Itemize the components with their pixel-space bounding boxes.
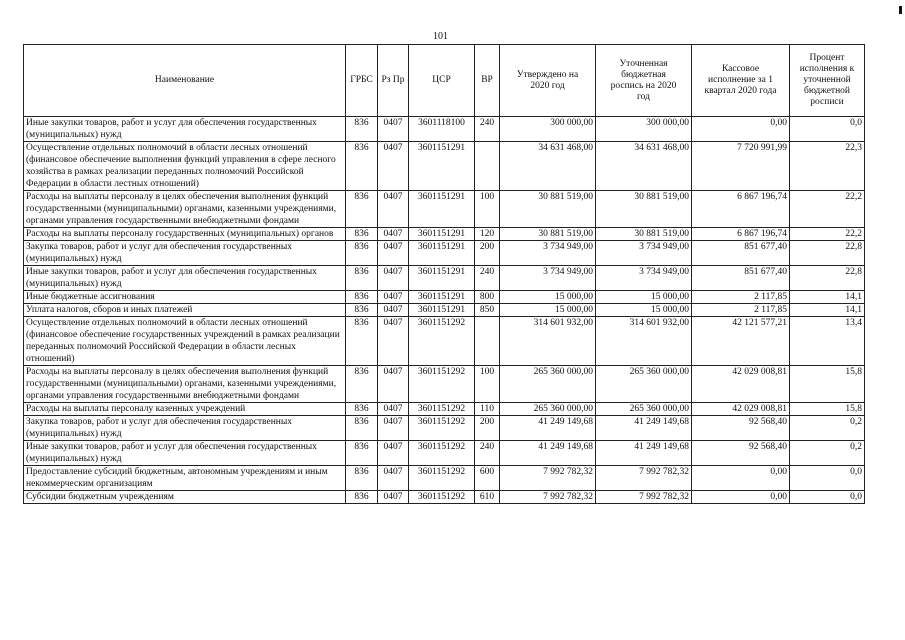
cell-percent: 15,8 bbox=[790, 366, 865, 403]
table-row bbox=[24, 466, 865, 491]
cell-cash: 7 720 991,99 bbox=[692, 142, 790, 191]
cell-rzpr: 0407 bbox=[378, 291, 409, 304]
cell-approved: 265 360 000,00 bbox=[500, 403, 596, 416]
cell-percent: 0,2 bbox=[790, 416, 865, 441]
table-row bbox=[24, 241, 865, 266]
table-row bbox=[24, 304, 865, 317]
cell-grbs: 836 bbox=[346, 441, 378, 466]
cell-name: Иные закупки товаров, работ и услуг для обеспечения государственных (муниципальных) нужд bbox=[24, 441, 346, 466]
table-row bbox=[24, 117, 865, 142]
cell-cash: 2 117,85 bbox=[692, 304, 790, 317]
cell-refined: 7 992 782,32 bbox=[596, 466, 692, 491]
cell-csr: 3601151291 bbox=[409, 142, 475, 191]
cell-vr: 100 bbox=[475, 191, 500, 228]
cell-percent: 22,3 bbox=[790, 142, 865, 191]
cell-percent: 22,2 bbox=[790, 191, 865, 228]
header-cash: Кассовое исполнение за 1 квартал 2020 года bbox=[692, 45, 790, 117]
cell-name: Иные закупки товаров, работ и услуг для обеспечения государственных (муниципальных) нужд bbox=[24, 117, 346, 142]
cell-refined: 300 000,00 bbox=[596, 117, 692, 142]
cell-grbs: 836 bbox=[346, 491, 378, 504]
cell-approved: 34 631 468,00 bbox=[500, 142, 596, 191]
cell-grbs: 836 bbox=[346, 317, 378, 366]
cell-csr: 3601151291 bbox=[409, 241, 475, 266]
table-row bbox=[24, 317, 865, 366]
cell-name: Закупка товаров, работ и услуг для обеспечения государственных (муниципальных) нужд bbox=[24, 416, 346, 441]
cell-csr: 3601151292 bbox=[409, 491, 475, 504]
cell-cash: 0,00 bbox=[692, 466, 790, 491]
cell-rzpr: 0407 bbox=[378, 191, 409, 228]
cell-approved: 3 734 949,00 bbox=[500, 266, 596, 291]
cell-percent: 15,8 bbox=[790, 403, 865, 416]
cell-cash: 42 121 577,21 bbox=[692, 317, 790, 366]
cell-approved: 7 992 782,32 bbox=[500, 466, 596, 491]
cell-name: Осуществление отдельных полномочий в области лесных отношений (финансовое обеспечение выполнения функций управления в сфере лесного хозяйства в рамках реализации переданных полномочий Российской Федерации в области лестных отношений) bbox=[24, 142, 346, 191]
table-row bbox=[24, 366, 865, 403]
cell-grbs: 836 bbox=[346, 466, 378, 491]
cell-grbs: 836 bbox=[346, 117, 378, 142]
cell-rzpr: 0407 bbox=[378, 142, 409, 191]
cell-approved: 41 249 149,68 bbox=[500, 416, 596, 441]
cell-csr: 3601151292 bbox=[409, 416, 475, 441]
cell-cash: 42 029 008,81 bbox=[692, 403, 790, 416]
cell-vr: 800 bbox=[475, 291, 500, 304]
cell-vr: 240 bbox=[475, 441, 500, 466]
cell-refined: 30 881 519,00 bbox=[596, 191, 692, 228]
table-row bbox=[24, 228, 865, 241]
cell-vr: 600 bbox=[475, 466, 500, 491]
table-row bbox=[24, 191, 865, 228]
header-grbs: ГРБС bbox=[346, 45, 378, 117]
cell-refined: 265 360 000,00 bbox=[596, 366, 692, 403]
cell-name: Субсидии бюджетным учреждениям bbox=[24, 491, 346, 504]
budget-table bbox=[23, 44, 865, 504]
cell-cash: 851 677,40 bbox=[692, 266, 790, 291]
header-csr: ЦСР bbox=[409, 45, 475, 117]
cell-cash: 6 867 196,74 bbox=[692, 191, 790, 228]
cell-rzpr: 0407 bbox=[378, 416, 409, 441]
cell-name: Уплата налогов, сборов и иных платежей bbox=[24, 304, 346, 317]
cell-approved: 41 249 149,68 bbox=[500, 441, 596, 466]
cell-vr: 200 bbox=[475, 416, 500, 441]
cell-refined: 3 734 949,00 bbox=[596, 266, 692, 291]
header-vr: ВР bbox=[475, 45, 500, 117]
cell-rzpr: 0407 bbox=[378, 228, 409, 241]
cell-percent: 22,8 bbox=[790, 241, 865, 266]
cell-cash: 92 568,40 bbox=[692, 441, 790, 466]
table-header-row bbox=[24, 45, 865, 117]
cell-grbs: 836 bbox=[346, 403, 378, 416]
cell-vr: 850 bbox=[475, 304, 500, 317]
cell-approved: 30 881 519,00 bbox=[500, 191, 596, 228]
cell-vr: 110 bbox=[475, 403, 500, 416]
cell-rzpr: 0407 bbox=[378, 266, 409, 291]
cell-name: Иные бюджетные ассигнования bbox=[24, 291, 346, 304]
cell-grbs: 836 bbox=[346, 416, 378, 441]
cell-vr: 610 bbox=[475, 491, 500, 504]
cell-grbs: 836 bbox=[346, 291, 378, 304]
cell-name: Расходы на выплаты персоналу государственных (муниципальных) органов bbox=[24, 228, 346, 241]
cell-name: Предоставление субсидий бюджетным, автономным учреждениям и иным некоммерческим организациям bbox=[24, 466, 346, 491]
cell-csr: 3601151291 bbox=[409, 228, 475, 241]
cell-percent: 14,1 bbox=[790, 304, 865, 317]
cell-refined: 3 734 949,00 bbox=[596, 241, 692, 266]
cell-csr: 3601151292 bbox=[409, 403, 475, 416]
cell-refined: 41 249 149,68 bbox=[596, 441, 692, 466]
cell-csr: 3601151291 bbox=[409, 304, 475, 317]
cell-vr: 240 bbox=[475, 266, 500, 291]
cell-approved: 15 000,00 bbox=[500, 291, 596, 304]
table-row bbox=[24, 291, 865, 304]
cell-rzpr: 0407 bbox=[378, 317, 409, 366]
cell-percent: 0,0 bbox=[790, 466, 865, 491]
cell-vr bbox=[475, 317, 500, 366]
cell-cash: 0,00 bbox=[692, 117, 790, 142]
cell-name: Расходы на выплаты персоналу в целях обеспечения выполнения функций государственными (муниципальными) органами, казенными учреждениями, органами управления государственными внебюджетными фондами bbox=[24, 191, 346, 228]
cell-csr: 3601151291 bbox=[409, 291, 475, 304]
cell-csr: 3601151292 bbox=[409, 317, 475, 366]
cell-csr: 3601151292 bbox=[409, 466, 475, 491]
cell-grbs: 836 bbox=[346, 241, 378, 266]
header-percent: Процент исполнения к уточненной бюджетной росписи bbox=[790, 45, 865, 117]
table-row bbox=[24, 416, 865, 441]
table-row bbox=[24, 491, 865, 504]
table-row bbox=[24, 403, 865, 416]
cell-refined: 7 992 782,32 bbox=[596, 491, 692, 504]
cell-cash: 6 867 196,74 bbox=[692, 228, 790, 241]
cell-refined: 265 360 000,00 bbox=[596, 403, 692, 416]
cell-name: Иные закупки товаров, работ и услуг для обеспечения государственных (муниципальных) нужд bbox=[24, 266, 346, 291]
cell-grbs: 836 bbox=[346, 366, 378, 403]
cell-approved: 300 000,00 bbox=[500, 117, 596, 142]
cell-percent: 13,4 bbox=[790, 317, 865, 366]
cell-rzpr: 0407 bbox=[378, 403, 409, 416]
cell-cash: 2 117,85 bbox=[692, 291, 790, 304]
table-body bbox=[24, 117, 865, 504]
cell-rzpr: 0407 bbox=[378, 241, 409, 266]
cell-percent: 22,2 bbox=[790, 228, 865, 241]
cell-approved: 265 360 000,00 bbox=[500, 366, 596, 403]
cell-name: Расходы на выплаты персоналу в целях обеспечения выполнения функций государственными (муниципальными) органами, казенными учреждениями, органами управления государственными внебюджетными фондами bbox=[24, 366, 346, 403]
cell-csr: 3601151292 bbox=[409, 366, 475, 403]
cell-refined: 314 601 932,00 bbox=[596, 317, 692, 366]
page-number: 101 bbox=[433, 31, 448, 42]
cell-name: Закупка товаров, работ и услуг для обеспечения государственных (муниципальных) нужд bbox=[24, 241, 346, 266]
cell-name: Расходы на выплаты персоналу казенных учреждений bbox=[24, 403, 346, 416]
cell-csr: 3601151292 bbox=[409, 441, 475, 466]
cell-vr: 240 bbox=[475, 117, 500, 142]
cell-grbs: 836 bbox=[346, 228, 378, 241]
cell-approved: 7 992 782,32 bbox=[500, 491, 596, 504]
cell-rzpr: 0407 bbox=[378, 441, 409, 466]
page-edge-mark bbox=[899, 6, 902, 14]
cell-grbs: 836 bbox=[346, 266, 378, 291]
cell-grbs: 836 bbox=[346, 142, 378, 191]
cell-csr: 3601118100 bbox=[409, 117, 475, 142]
cell-refined: 15 000,00 bbox=[596, 304, 692, 317]
cell-percent: 0,2 bbox=[790, 441, 865, 466]
cell-rzpr: 0407 bbox=[378, 304, 409, 317]
table-row bbox=[24, 266, 865, 291]
cell-percent: 22,8 bbox=[790, 266, 865, 291]
cell-approved: 30 881 519,00 bbox=[500, 228, 596, 241]
cell-grbs: 836 bbox=[346, 304, 378, 317]
cell-grbs: 836 bbox=[346, 191, 378, 228]
cell-vr: 120 bbox=[475, 228, 500, 241]
cell-cash: 851 677,40 bbox=[692, 241, 790, 266]
cell-percent: 14,1 bbox=[790, 291, 865, 304]
cell-refined: 15 000,00 bbox=[596, 291, 692, 304]
cell-name: Осуществление отдельных полномочий в области лесных отношений (финансовое обеспечение государственных учреждений в рамках реализации переданных полномочий Российской Федерации в области лесных отношений) bbox=[24, 317, 346, 366]
cell-approved: 15 000,00 bbox=[500, 304, 596, 317]
table-row bbox=[24, 142, 865, 191]
table-row bbox=[24, 441, 865, 466]
header-rzpr: Рз Пр bbox=[378, 45, 409, 117]
cell-csr: 3601151291 bbox=[409, 266, 475, 291]
cell-cash: 42 029 008,81 bbox=[692, 366, 790, 403]
cell-rzpr: 0407 bbox=[378, 466, 409, 491]
cell-refined: 34 631 468,00 bbox=[596, 142, 692, 191]
cell-vr: 100 bbox=[475, 366, 500, 403]
cell-refined: 30 881 519,00 bbox=[596, 228, 692, 241]
cell-rzpr: 0407 bbox=[378, 491, 409, 504]
cell-percent: 0,0 bbox=[790, 491, 865, 504]
header-approved: Утверждено на 2020 год bbox=[500, 45, 596, 117]
header-name: Наименование bbox=[24, 45, 346, 117]
cell-csr: 3601151291 bbox=[409, 191, 475, 228]
cell-approved: 314 601 932,00 bbox=[500, 317, 596, 366]
cell-cash: 92 568,40 bbox=[692, 416, 790, 441]
cell-rzpr: 0407 bbox=[378, 366, 409, 403]
cell-vr: 200 bbox=[475, 241, 500, 266]
cell-refined: 41 249 149,68 bbox=[596, 416, 692, 441]
cell-approved: 3 734 949,00 bbox=[500, 241, 596, 266]
cell-vr bbox=[475, 142, 500, 191]
cell-percent: 0,0 bbox=[790, 117, 865, 142]
cell-cash: 0,00 bbox=[692, 491, 790, 504]
header-refined: Уточненная бюджетная роспись на 2020 год bbox=[596, 45, 692, 117]
cell-rzpr: 0407 bbox=[378, 117, 409, 142]
